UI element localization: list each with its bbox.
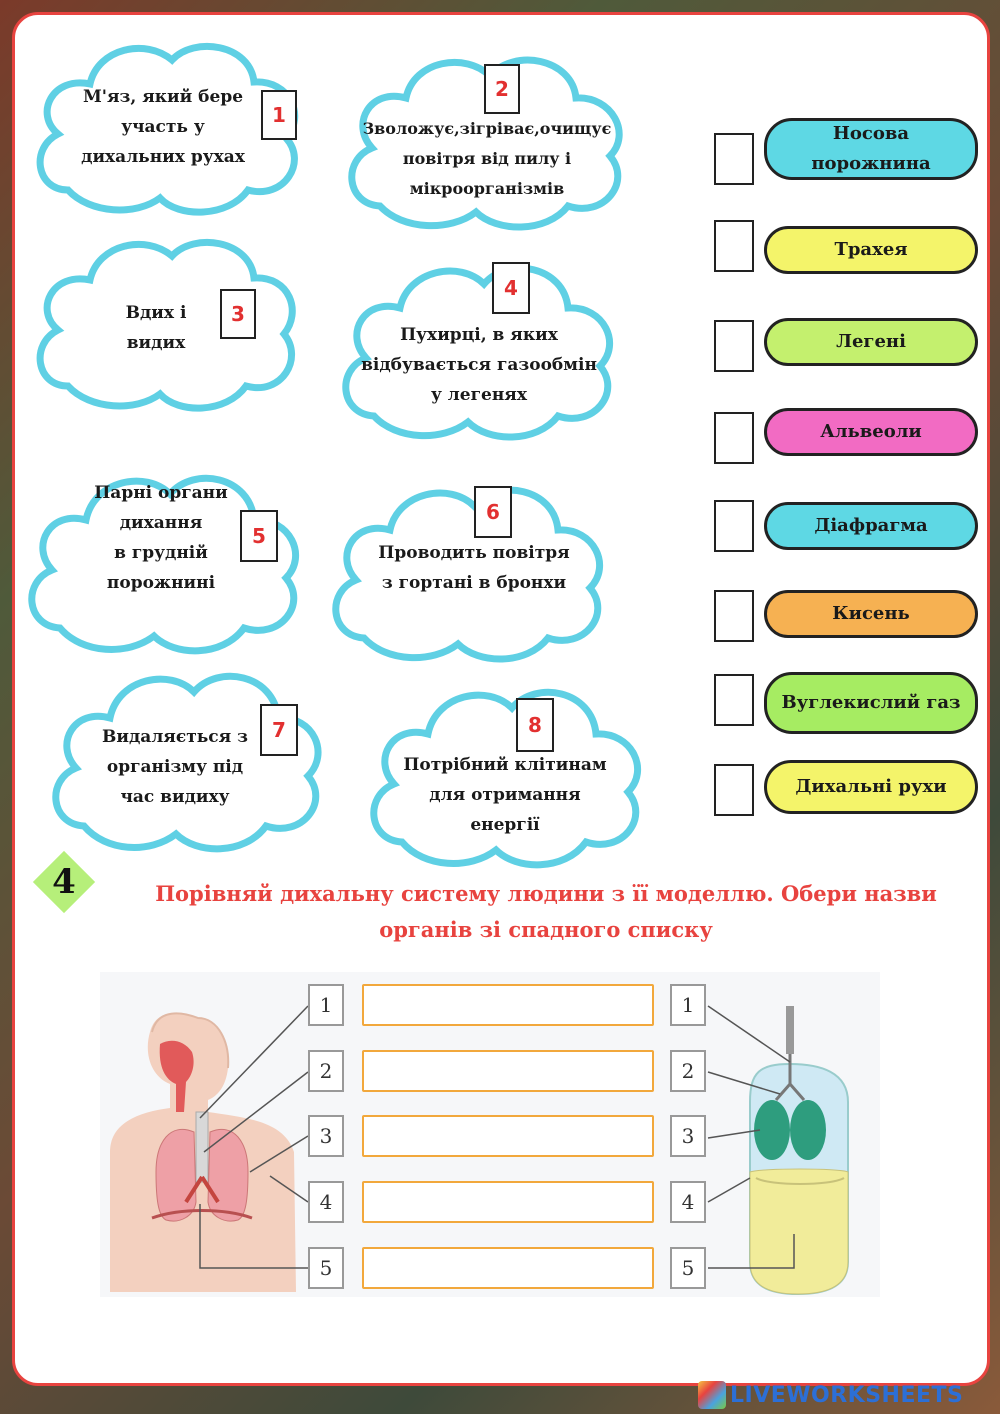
figure-right-number-2: 2 — [670, 1050, 706, 1092]
option-diaphragm[interactable]: Діафрагма — [764, 502, 978, 550]
cloud-7-number: 7 — [260, 704, 298, 756]
liveworksheets-logo-icon — [698, 1381, 726, 1409]
option-trachea[interactable]: Трахея — [764, 226, 978, 274]
cloud-8-text: Потрібний клітинам для отримання енергії — [403, 755, 607, 835]
answer-box-8[interactable] — [714, 764, 754, 816]
answer-box-7[interactable] — [714, 674, 754, 726]
cloud-8 — [362, 676, 652, 872]
cloud-4-number: 4 — [492, 262, 530, 314]
organ-dropdown-1[interactable] — [362, 984, 654, 1026]
task-instruction: Порівняй дихальну систему людини з її моделлю. Обери назви органів зі спадного списку — [155, 881, 937, 942]
organ-dropdown-4[interactable] — [362, 1181, 654, 1223]
figure-right-number-1: 1 — [670, 984, 706, 1026]
cloud-8-number: 8 — [516, 698, 554, 752]
figure-left-number-5: 5 — [308, 1247, 344, 1289]
option-alveoli[interactable]: Альвеоли — [764, 408, 978, 456]
figure-right-number-4: 4 — [670, 1181, 706, 1223]
option-nasal-cavity[interactable]: Носова порожнина — [764, 118, 978, 180]
cloud-7 — [44, 660, 332, 856]
figure-left-number-4: 4 — [308, 1181, 344, 1223]
figure-left-number-3: 3 — [308, 1115, 344, 1157]
task-number-badge — [34, 852, 94, 912]
organ-dropdown-2[interactable] — [362, 1050, 654, 1092]
task-number: 4 — [52, 862, 76, 902]
option-carbon-dioxide[interactable]: Вуглекислий газ — [764, 672, 978, 734]
respiratory-figure — [100, 972, 880, 1297]
cloud-1-number: 1 — [261, 90, 297, 140]
organ-dropdown-5[interactable] — [362, 1247, 654, 1289]
human-body-illustration — [110, 1013, 296, 1292]
answer-box-6[interactable] — [714, 590, 754, 642]
cloud-3-text: Вдих і видих — [125, 303, 187, 353]
figure-right-number-3: 3 — [670, 1115, 706, 1157]
watermark — [698, 1380, 963, 1410]
answer-box-3[interactable] — [714, 320, 754, 372]
cloud-5-text: Парні органи дихання в грудній порожнині — [94, 483, 228, 593]
figure-left-number-2: 2 — [308, 1050, 344, 1092]
cloud-2-number: 2 — [484, 64, 520, 114]
figure-left-number-1: 1 — [308, 984, 344, 1026]
cloud-1-text: М'яз, який бере участь у дихальних рухах — [81, 87, 245, 167]
cloud-6-text: Проводить повітря з гортані в бронхи — [378, 543, 570, 593]
answer-box-2[interactable] — [714, 220, 754, 272]
organ-dropdown-3[interactable] — [362, 1115, 654, 1157]
cloud-6-number: 6 — [474, 486, 512, 538]
answer-box-1[interactable] — [714, 133, 754, 185]
cloud-4 — [334, 252, 624, 444]
option-oxygen[interactable]: Кисень — [764, 590, 978, 638]
option-breathing-movements[interactable]: Дихальні рухи — [764, 760, 978, 814]
cloud-2-text: Зволожує,зігріває,очищує повітря від пилу і мікроорганізмів — [362, 119, 612, 198]
cloud-3 — [28, 226, 304, 416]
bell-jar-model-illustration — [750, 1006, 848, 1294]
cloud-3-number: 3 — [220, 289, 256, 339]
cloud-6 — [324, 474, 614, 666]
cloud-4-text: Пухирці, в яких відбувається газообмін у легенях — [361, 325, 597, 405]
watermark-text: LIVEWORKSHEETS — [730, 1382, 964, 1408]
cloud-5-number: 5 — [240, 510, 278, 562]
figure-right-number-5: 5 — [670, 1247, 706, 1289]
option-lungs[interactable]: Легені — [764, 318, 978, 366]
answer-box-5[interactable] — [714, 500, 754, 552]
answer-box-4[interactable] — [714, 412, 754, 464]
cloud-7-text: Видаляється з організму під час видиху — [102, 727, 248, 807]
